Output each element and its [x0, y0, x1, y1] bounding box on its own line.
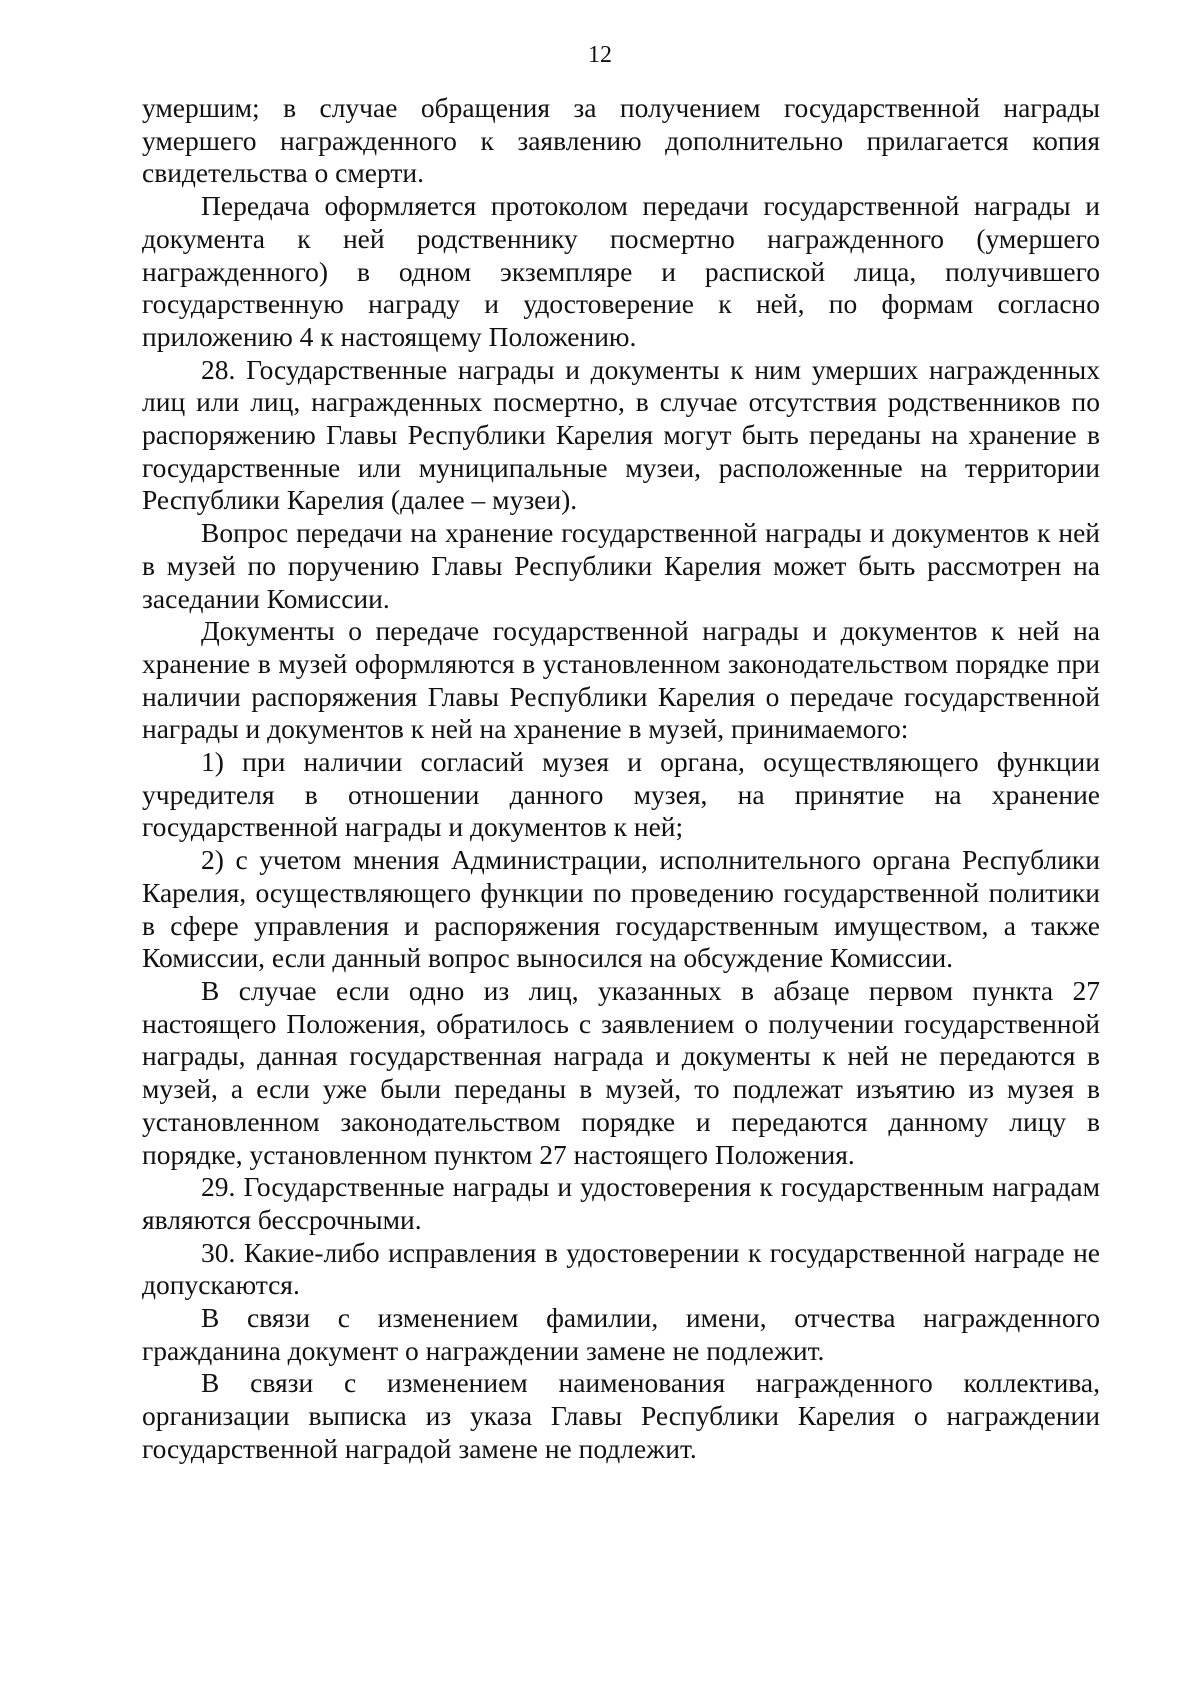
- paragraph-subitem-2: 2) с учетом мнения Администрации, исполнительного органа Республики Карелия, осуществляющего функции по проведению государственной политики в сфере управления и распоряжения государственным имуществом, а также Комиссии, если данный вопрос выносился на обсуждение Комиссии.: [142, 844, 1100, 974]
- paragraph: В случае если одно из лиц, указанных в абзаце первом пункта 27 настоящего Положения, обратилось с заявлением о получении государственной награды, данная государственная награда и документы к ней не передаются в музей, а если уже были переданы в музей, то подлежат изъятию из музея в установленном законодательством порядке и передаются данному лицу в порядке, установленном пунктом 27 настоящего Положения.: [142, 974, 1100, 1170]
- paragraph-subitem-1: 1) при наличии согласий музея и органа, осуществляющего функции учредителя в отношении данного музея, на принятие на хранение государственной награды и документов к ней;: [142, 746, 1100, 843]
- paragraph: умершим; в случае обращения за получением государственной награды умершего награжденного к заявлению дополнительно прилагается копия свидетельства о смерти.: [142, 92, 1100, 189]
- page-number: 12: [588, 42, 612, 68]
- paragraph-item-29: 29. Государственные награды и удостоверения к государственным наградам являются бессрочными.: [142, 1171, 1100, 1235]
- paragraph: Документы о передаче государственной награды и документов к ней на хранение в музей оформляются в установленном законодательством порядке при наличии распоряжения Главы Республики Карелия о передаче государственной награды и документов к ней на хранение в музей, принимаемого:: [142, 615, 1100, 745]
- paragraph-item-28: 28. Государственные награды и документы к ним умерших награжденных лиц или лиц, награжденных посмертно, в случае отсутствия родственников по распоряжению Главы Республики Карелия могут быть переданы на хранение в государственные или муниципальные музеи, расположенные на территории Республики Карелия (далее – музеи).: [142, 353, 1100, 516]
- body-text: [142, 92, 1100, 1466]
- paragraph: Передача оформляется протоколом передачи государственной награды и документа к ней родственнику посмертно награжденного (умершего награжденного) в одном экземпляре и распиской лица, получившего государственную награду и удостоверение к ней, по формам согласно приложению 4 к настоящему Положению.: [142, 190, 1100, 352]
- paragraph: В связи с изменением фамилии, имени, отчества награжденного гражданина документ о награждении замене не подлежит.: [142, 1302, 1100, 1366]
- paragraph: В связи с изменением наименования награжденного коллектива, организации выписка из указа Главы Республики Карелия о награждении государственной наградой замене не подлежит.: [142, 1367, 1100, 1464]
- paragraph-item-30: 30. Какие-либо исправления в удостоверении к государственной награде не допускаются.: [142, 1236, 1100, 1301]
- paragraph: Вопрос передачи на хранение государственной награды и документов к ней в музей по поручению Главы Республики Карелия может быть рассмотрен на заседании Комиссии.: [142, 517, 1100, 614]
